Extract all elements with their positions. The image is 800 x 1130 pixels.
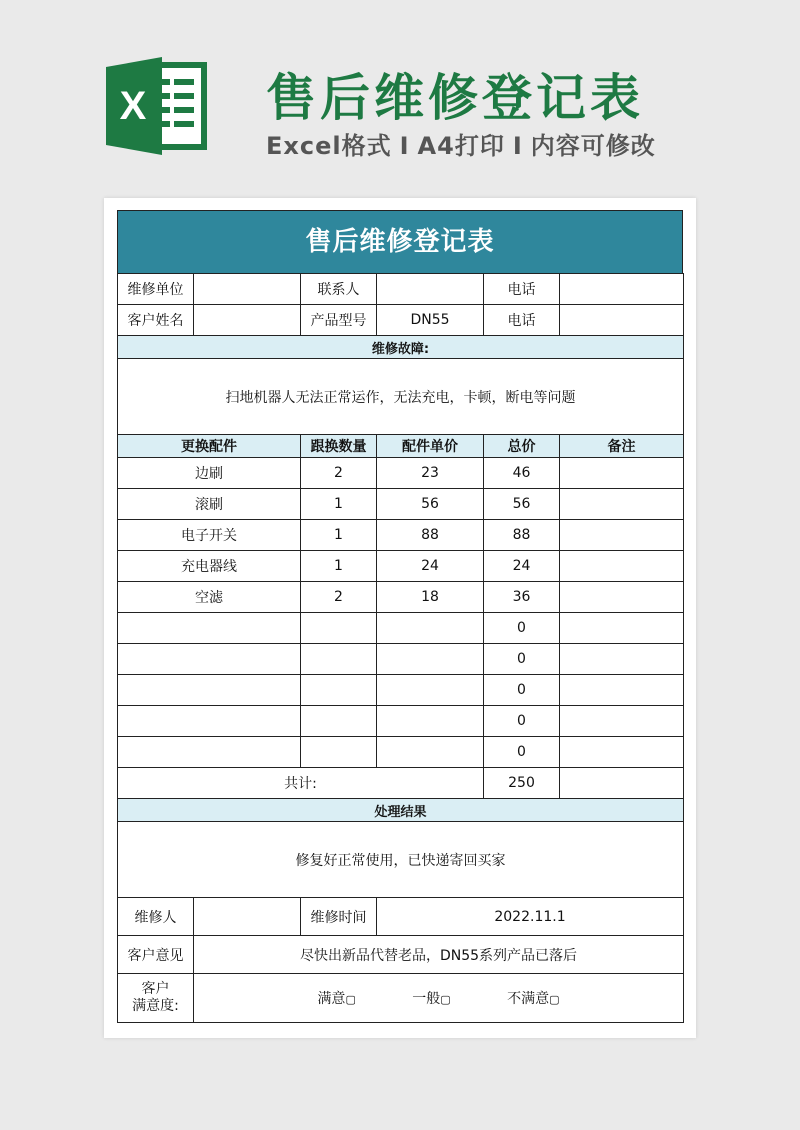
part-price-cell[interactable]: 56 bbox=[377, 489, 484, 520]
logo-letter: X bbox=[119, 84, 147, 128]
option-average-label: 一般 bbox=[412, 991, 441, 1007]
table-row bbox=[118, 644, 684, 675]
table-row bbox=[118, 489, 684, 520]
part-price-cell[interactable] bbox=[377, 737, 484, 768]
customer-label: 客户姓名 bbox=[118, 305, 194, 336]
table-row bbox=[118, 675, 684, 706]
result-section-header bbox=[118, 799, 684, 822]
option-unsatisfied[interactable] bbox=[507, 988, 559, 1008]
repair-row bbox=[118, 898, 684, 936]
phone-field[interactable] bbox=[560, 274, 684, 305]
phone-label: 电话 bbox=[484, 274, 560, 305]
table-row bbox=[118, 737, 684, 768]
part-price-cell[interactable] bbox=[377, 675, 484, 706]
contact-label: 联系人 bbox=[301, 274, 377, 305]
part-note-cell[interactable] bbox=[560, 520, 684, 551]
phone-field[interactable] bbox=[560, 305, 684, 336]
model-field[interactable]: DN55 bbox=[377, 305, 484, 336]
part-qty-cell[interactable] bbox=[301, 644, 377, 675]
fault-description-row bbox=[118, 359, 684, 435]
total-label: 共计: bbox=[118, 768, 484, 799]
col-header-qty: 跟换数量 bbox=[301, 435, 377, 458]
part-name-cell[interactable]: 充电器线 bbox=[118, 551, 301, 582]
part-name-cell[interactable]: 滚刷 bbox=[118, 489, 301, 520]
subtitle-separator: I bbox=[512, 132, 523, 160]
excel-logo-icon bbox=[100, 55, 212, 157]
table-row bbox=[118, 551, 684, 582]
option-unsatisfied-label: 不满意 bbox=[507, 991, 550, 1007]
subtitle-separator: I bbox=[399, 132, 410, 160]
fault-text[interactable]: 扫地机器人无法正常运作，无法充电，卡顿，断电等问题 bbox=[118, 359, 684, 435]
option-satisfied-label: 满意 bbox=[317, 991, 346, 1007]
satisfaction-label bbox=[118, 974, 194, 1023]
part-qty-cell[interactable] bbox=[301, 613, 377, 644]
satisfaction-options bbox=[194, 974, 684, 1023]
result-label: 处理结果 bbox=[118, 799, 684, 822]
part-note-cell[interactable] bbox=[560, 706, 684, 737]
unit-label: 维修单位 bbox=[118, 274, 194, 305]
repair-form bbox=[117, 210, 683, 1023]
satisfaction-row bbox=[118, 974, 684, 1023]
total-value[interactable]: 250 bbox=[484, 768, 560, 799]
col-header-unit-price: 配件单价 bbox=[377, 435, 484, 458]
part-qty-cell[interactable] bbox=[301, 706, 377, 737]
table-row bbox=[118, 458, 684, 489]
parts-header-row bbox=[118, 435, 684, 458]
satisfaction-label-line2: 满意度: bbox=[132, 998, 179, 1014]
form-title: 售后维修登记表 bbox=[117, 210, 683, 273]
fault-section-header bbox=[118, 336, 684, 359]
part-total-cell[interactable]: 0 bbox=[484, 675, 560, 706]
total-row bbox=[118, 768, 684, 799]
table-row bbox=[118, 706, 684, 737]
part-note-cell[interactable] bbox=[560, 737, 684, 768]
part-name-cell[interactable] bbox=[118, 644, 301, 675]
total-note-cell[interactable] bbox=[560, 768, 684, 799]
info-row-2 bbox=[118, 305, 684, 336]
repair-time-label: 维修时间 bbox=[301, 898, 377, 936]
subtitle-print: A4打印 bbox=[417, 132, 505, 160]
part-name-cell[interactable]: 空滤 bbox=[118, 582, 301, 613]
part-price-cell[interactable]: 24 bbox=[377, 551, 484, 582]
part-qty-cell[interactable]: 2 bbox=[301, 458, 377, 489]
part-note-cell[interactable] bbox=[560, 613, 684, 644]
table-row bbox=[118, 582, 684, 613]
option-average[interactable] bbox=[412, 988, 450, 1008]
part-price-cell[interactable] bbox=[377, 706, 484, 737]
info-row-1 bbox=[118, 274, 684, 305]
opinion-field[interactable]: 尽快出新品代替老品，DN55系列产品已落后 bbox=[194, 936, 684, 974]
col-header-note: 备注 bbox=[560, 435, 684, 458]
part-note-cell[interactable] bbox=[560, 675, 684, 706]
part-total-cell[interactable]: 0 bbox=[484, 737, 560, 768]
form-table bbox=[117, 273, 684, 1023]
part-total-cell[interactable]: 88 bbox=[484, 520, 560, 551]
col-header-total: 总价 bbox=[484, 435, 560, 458]
page-subtitle bbox=[266, 126, 656, 161]
part-total-cell[interactable]: 0 bbox=[484, 613, 560, 644]
repair-time-field[interactable]: 2022.11.1 bbox=[377, 898, 684, 936]
part-qty-cell[interactable] bbox=[301, 737, 377, 768]
page-title: 售后维修登记表 bbox=[266, 69, 644, 127]
satisfaction-label-line1: 客户 bbox=[141, 981, 170, 997]
part-price-cell[interactable]: 18 bbox=[377, 582, 484, 613]
subtitle-editable: 内容可修改 bbox=[530, 132, 656, 160]
part-note-cell[interactable] bbox=[560, 582, 684, 613]
part-qty-cell[interactable]: 2 bbox=[301, 582, 377, 613]
part-name-cell[interactable]: 电子开关 bbox=[118, 520, 301, 551]
repair-person-label: 维修人 bbox=[118, 898, 194, 936]
part-note-cell[interactable] bbox=[560, 458, 684, 489]
part-total-cell[interactable]: 0 bbox=[484, 706, 560, 737]
part-note-cell[interactable] bbox=[560, 489, 684, 520]
option-satisfied[interactable] bbox=[317, 988, 355, 1008]
part-price-cell[interactable] bbox=[377, 613, 484, 644]
part-note-cell[interactable] bbox=[560, 551, 684, 582]
part-price-cell[interactable]: 88 bbox=[377, 520, 484, 551]
checkbox-icon[interactable]: ▢ bbox=[549, 993, 560, 1006]
part-total-cell[interactable]: 0 bbox=[484, 644, 560, 675]
part-qty-cell[interactable]: 1 bbox=[301, 551, 377, 582]
part-total-cell[interactable]: 24 bbox=[484, 551, 560, 582]
opinion-row bbox=[118, 936, 684, 974]
result-text[interactable]: 修复好正常使用，已快递寄回买家 bbox=[118, 822, 684, 898]
part-price-cell[interactable] bbox=[377, 644, 484, 675]
part-name-cell[interactable] bbox=[118, 613, 301, 644]
part-total-cell[interactable]: 56 bbox=[484, 489, 560, 520]
part-name-cell[interactable] bbox=[118, 737, 301, 768]
fault-label: 维修故障: bbox=[118, 336, 684, 359]
part-qty-cell[interactable]: 1 bbox=[301, 520, 377, 551]
table-row bbox=[118, 613, 684, 644]
part-note-cell[interactable] bbox=[560, 644, 684, 675]
checkbox-icon[interactable]: ▢ bbox=[345, 993, 356, 1006]
table-row bbox=[118, 520, 684, 551]
part-price-cell[interactable]: 23 bbox=[377, 458, 484, 489]
part-name-cell[interactable]: 边刷 bbox=[118, 458, 301, 489]
contact-field[interactable] bbox=[377, 274, 484, 305]
phone-label: 电话 bbox=[484, 305, 560, 336]
part-total-cell[interactable]: 46 bbox=[484, 458, 560, 489]
checkbox-icon[interactable]: ▢ bbox=[440, 993, 451, 1006]
part-qty-cell[interactable] bbox=[301, 675, 377, 706]
result-description-row bbox=[118, 822, 684, 898]
opinion-label: 客户意见 bbox=[118, 936, 194, 974]
model-label: 产品型号 bbox=[301, 305, 377, 336]
part-total-cell[interactable]: 36 bbox=[484, 582, 560, 613]
repair-person-field[interactable] bbox=[194, 898, 301, 936]
unit-field[interactable] bbox=[194, 274, 301, 305]
part-qty-cell[interactable]: 1 bbox=[301, 489, 377, 520]
part-name-cell[interactable] bbox=[118, 706, 301, 737]
subtitle-format: Excel格式 bbox=[266, 132, 392, 160]
part-name-cell[interactable] bbox=[118, 675, 301, 706]
customer-field[interactable] bbox=[194, 305, 301, 336]
col-header-part: 更换配件 bbox=[118, 435, 301, 458]
